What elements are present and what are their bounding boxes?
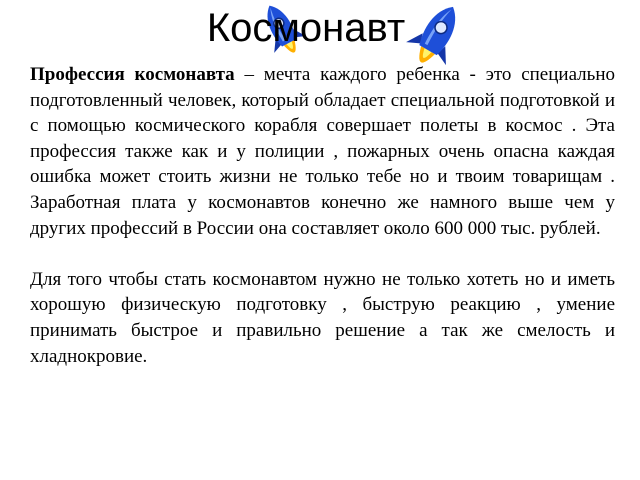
paragraph-1-text: – мечта каждого ребенка - это специально подготовленный человек, который обладает специальной подготовкой и с помощью космического корабля совершает полеты в космос . Эта профессия также как и у полиции , пожарных очень опасна каждая ошибка может стоить жизни не только тебе но и твоим товарищам . Заработная плата у космонавтов конечно же намного выше чем у других профессий в России она составляет около 600 000 тыс. рублей.	[30, 64, 615, 239]
paragraph-1-lead: Профессия космонавта	[30, 64, 235, 85]
slide-title: Космонавт	[206, 6, 406, 50]
paragraph-1	[30, 62, 615, 241]
slide-body	[30, 62, 615, 369]
paragraph-2: Для того чтобы стать космонавтом нужно не только хотеть но и иметь хорошую физическую подготовку , быструю реакцию , умение принимать быстрое и правильно решение а так же смелость и хладнокровие.	[30, 268, 615, 367]
